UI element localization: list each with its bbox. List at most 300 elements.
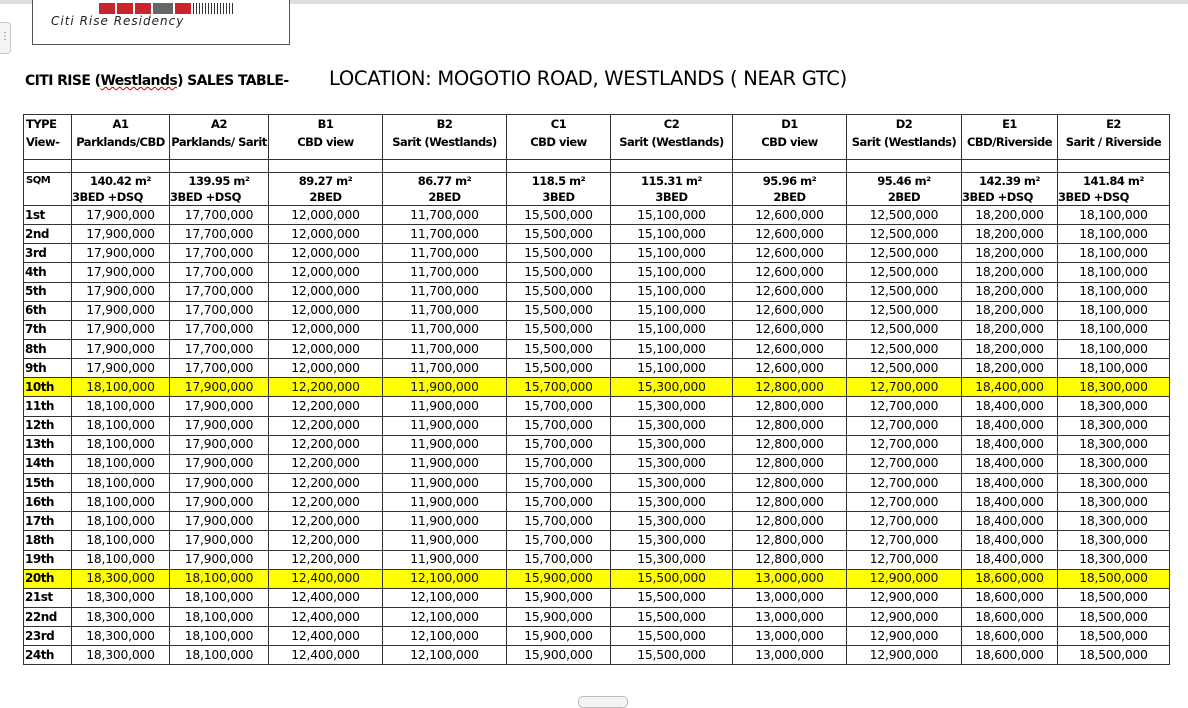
- price-cell: 11,700,000: [383, 301, 507, 320]
- price-cell: 15,900,000: [507, 588, 611, 607]
- unit-type: D1: [781, 117, 798, 131]
- price-cell: 11,700,000: [383, 263, 507, 282]
- unit-size-c1: [507, 173, 611, 206]
- price-cell: 12,700,000: [847, 454, 962, 473]
- price-cell: 15,100,000: [611, 359, 733, 378]
- price-cell: 12,800,000: [733, 397, 847, 416]
- price-cell: 12,100,000: [383, 627, 507, 646]
- price-cell: 12,200,000: [269, 416, 383, 435]
- unit-size-a2: [170, 173, 269, 206]
- price-cell: 18,100,000: [72, 531, 170, 550]
- floor-label: 18th: [24, 531, 72, 550]
- unit-type: C1: [550, 117, 567, 131]
- price-cell: 12,000,000: [269, 359, 383, 378]
- side-menu-handle[interactable]: ⋮: [0, 22, 11, 54]
- price-cell: 11,900,000: [383, 378, 507, 397]
- price-cell: 15,500,000: [611, 627, 733, 646]
- price-cell: 13,000,000: [733, 627, 847, 646]
- unit-type: D2: [895, 117, 913, 131]
- floor-label: 13th: [24, 435, 72, 454]
- price-cell: 18,400,000: [962, 512, 1058, 531]
- table-row: [24, 512, 1170, 531]
- price-cell: 11,700,000: [383, 359, 507, 378]
- unit-sqm: 89.27 m²: [298, 174, 353, 188]
- unit-sqm: 142.39 m²: [979, 174, 1040, 188]
- price-cell: 12,200,000: [269, 493, 383, 512]
- floor-label: 5th: [24, 282, 72, 301]
- price-cell: 18,100,000: [1058, 320, 1170, 339]
- unit-type: C2: [663, 117, 680, 131]
- price-cell: 12,000,000: [269, 320, 383, 339]
- price-cell: 18,300,000: [1058, 435, 1170, 454]
- price-cell: 12,600,000: [733, 320, 847, 339]
- price-cell: 15,500,000: [611, 569, 733, 588]
- price-cell: 12,200,000: [269, 454, 383, 473]
- price-cell: 12,500,000: [847, 301, 962, 320]
- price-cell: 12,400,000: [269, 646, 383, 665]
- unit-view: Parklands/ Sarit: [171, 135, 267, 149]
- price-cell: 15,700,000: [507, 550, 611, 569]
- price-cell: 12,800,000: [733, 454, 847, 473]
- price-cell: 15,900,000: [507, 607, 611, 626]
- floor-label: 1st: [24, 206, 72, 225]
- price-cell: 11,700,000: [383, 206, 507, 225]
- price-cell: 18,100,000: [72, 473, 170, 492]
- floor-label: 22nd: [24, 607, 72, 626]
- price-cell: 11,700,000: [383, 320, 507, 339]
- price-cell: 15,500,000: [507, 244, 611, 263]
- table-row: [24, 646, 1170, 665]
- unit-sqm: 141.84 m²: [1083, 174, 1144, 188]
- price-cell: 17,700,000: [170, 301, 269, 320]
- price-cell: 12,500,000: [847, 263, 962, 282]
- floor-label: 2nd: [24, 225, 72, 244]
- price-cell: 15,900,000: [507, 569, 611, 588]
- price-cell: 18,600,000: [962, 607, 1058, 626]
- floor-label: 14th: [24, 454, 72, 473]
- price-cell: 17,700,000: [170, 282, 269, 301]
- price-cell: 17,900,000: [170, 550, 269, 569]
- price-cell: 12,700,000: [847, 416, 962, 435]
- price-cell: 15,300,000: [611, 454, 733, 473]
- unit-view: CBD view: [530, 135, 587, 149]
- price-cell: 15,300,000: [611, 493, 733, 512]
- price-cell: 15,700,000: [507, 416, 611, 435]
- price-cell: 18,400,000: [962, 435, 1058, 454]
- price-cell: 12,500,000: [847, 359, 962, 378]
- unit-type: E2: [1106, 117, 1121, 131]
- price-cell: 17,900,000: [72, 320, 170, 339]
- price-cell: 15,100,000: [611, 301, 733, 320]
- floor-label: 21st: [24, 588, 72, 607]
- unit-bedrooms: 3BED +DSQ: [72, 190, 143, 204]
- price-cell: 18,300,000: [1058, 454, 1170, 473]
- price-cell: 15,500,000: [507, 282, 611, 301]
- price-cell: 12,600,000: [733, 359, 847, 378]
- unit-type: B2: [436, 117, 453, 131]
- floor-label: 7th: [24, 320, 72, 339]
- price-cell: 17,700,000: [170, 320, 269, 339]
- sqm-header-row: [24, 173, 1170, 206]
- price-cell: 15,300,000: [611, 416, 733, 435]
- floor-label: 9th: [24, 359, 72, 378]
- unit-sqm: 139.95 m²: [188, 174, 250, 188]
- price-cell: 18,100,000: [170, 588, 269, 607]
- table-row: [24, 550, 1170, 569]
- price-cell: 11,900,000: [383, 512, 507, 531]
- price-cell: 18,100,000: [1058, 339, 1170, 358]
- price-cell: 15,100,000: [611, 320, 733, 339]
- price-cell: 18,400,000: [962, 397, 1058, 416]
- column-header-d1: [733, 115, 847, 160]
- price-cell: 17,900,000: [72, 339, 170, 358]
- column-header-a1: [72, 115, 170, 160]
- column-header-a2: [170, 115, 269, 160]
- price-cell: 12,500,000: [847, 244, 962, 263]
- price-cell: 12,900,000: [847, 588, 962, 607]
- price-cell: 15,500,000: [611, 607, 733, 626]
- floor-label: 24th: [24, 646, 72, 665]
- price-cell: 12,100,000: [383, 588, 507, 607]
- unit-type: A1: [112, 117, 129, 131]
- price-cell: 18,100,000: [72, 435, 170, 454]
- price-cell: 12,800,000: [733, 435, 847, 454]
- price-cell: 15,300,000: [611, 531, 733, 550]
- price-cell: 17,700,000: [170, 263, 269, 282]
- price-cell: 18,200,000: [962, 282, 1058, 301]
- price-cell: 17,900,000: [170, 473, 269, 492]
- price-cell: 17,900,000: [72, 206, 170, 225]
- price-cell: 18,600,000: [962, 627, 1058, 646]
- price-cell: 18,500,000: [1058, 607, 1170, 626]
- price-cell: 17,900,000: [170, 397, 269, 416]
- price-cell: 12,700,000: [847, 378, 962, 397]
- sales-table-title: CITI RISE (Westlands) SALES TABLE-: [25, 73, 289, 89]
- floor-label: 11th: [24, 397, 72, 416]
- column-header-b2: [383, 115, 507, 160]
- sqm-label: SQM: [24, 173, 72, 206]
- price-cell: 17,700,000: [170, 244, 269, 263]
- table-row: [24, 301, 1170, 320]
- price-cell: 15,900,000: [507, 646, 611, 665]
- price-cell: 13,000,000: [733, 569, 847, 588]
- price-cell: 12,800,000: [733, 378, 847, 397]
- floor-label: 6th: [24, 301, 72, 320]
- table-row: [24, 397, 1170, 416]
- price-cell: 12,600,000: [733, 339, 847, 358]
- price-cell: 18,400,000: [962, 378, 1058, 397]
- price-cell: 18,100,000: [1058, 301, 1170, 320]
- unit-size-a1: [72, 173, 170, 206]
- logo-box: [32, 0, 290, 45]
- price-cell: 18,100,000: [72, 550, 170, 569]
- price-cell: 12,500,000: [847, 225, 962, 244]
- price-cell: 12,800,000: [733, 473, 847, 492]
- price-cell: 12,000,000: [269, 263, 383, 282]
- price-cell: 12,000,000: [269, 225, 383, 244]
- floor-label: 15th: [24, 473, 72, 492]
- price-cell: 12,400,000: [269, 588, 383, 607]
- price-cell: 15,700,000: [507, 531, 611, 550]
- price-cell: 12,700,000: [847, 493, 962, 512]
- unit-type: B1: [317, 117, 334, 131]
- table-row: [24, 263, 1170, 282]
- price-cell: 15,700,000: [507, 454, 611, 473]
- price-cell: 15,700,000: [507, 473, 611, 492]
- price-cell: 15,500,000: [507, 359, 611, 378]
- unit-type: E1: [1002, 117, 1017, 131]
- price-cell: 18,100,000: [1058, 263, 1170, 282]
- price-cell: 12,100,000: [383, 646, 507, 665]
- unit-size-b1: [269, 173, 383, 206]
- price-cell: 18,100,000: [170, 646, 269, 665]
- price-cell: 18,300,000: [1058, 473, 1170, 492]
- price-cell: 18,300,000: [1058, 493, 1170, 512]
- unit-view: Sarit (Westlands): [392, 135, 497, 149]
- price-cell: 17,900,000: [72, 359, 170, 378]
- price-cell: 12,700,000: [847, 512, 962, 531]
- price-cell: 12,000,000: [269, 282, 383, 301]
- unit-size-d2: [847, 173, 962, 206]
- floor-label: 20th: [24, 569, 72, 588]
- unit-size-c2: [611, 173, 733, 206]
- price-cell: 15,500,000: [507, 263, 611, 282]
- price-cell: 18,100,000: [1058, 244, 1170, 263]
- price-cell: 18,200,000: [962, 263, 1058, 282]
- price-cell: 18,300,000: [72, 646, 170, 665]
- price-cell: 12,500,000: [847, 320, 962, 339]
- price-cell: 18,300,000: [1058, 378, 1170, 397]
- table-row: [24, 435, 1170, 454]
- sales-table: [23, 114, 1170, 665]
- unit-view: Sarit (Westlands): [619, 135, 724, 149]
- price-cell: 11,700,000: [383, 339, 507, 358]
- price-cell: 12,400,000: [269, 627, 383, 646]
- price-cell: 12,100,000: [383, 607, 507, 626]
- unit-bedrooms: 3BED +DSQ: [1058, 190, 1129, 204]
- floor-label: 17th: [24, 512, 72, 531]
- price-cell: 18,400,000: [962, 473, 1058, 492]
- price-cell: 12,600,000: [733, 244, 847, 263]
- table-row: [24, 607, 1170, 626]
- price-cell: 13,000,000: [733, 646, 847, 665]
- table-row: [24, 569, 1170, 588]
- table-row: [24, 225, 1170, 244]
- price-cell: 18,200,000: [962, 244, 1058, 263]
- price-cell: 18,100,000: [72, 493, 170, 512]
- table-row: [24, 378, 1170, 397]
- unit-bedrooms: 3BED: [542, 190, 575, 204]
- price-cell: 18,200,000: [962, 301, 1058, 320]
- price-cell: 12,600,000: [733, 225, 847, 244]
- price-cell: 15,300,000: [611, 397, 733, 416]
- price-cell: 18,300,000: [1058, 550, 1170, 569]
- price-cell: 12,900,000: [847, 607, 962, 626]
- price-cell: 12,100,000: [383, 569, 507, 588]
- price-cell: 12,500,000: [847, 339, 962, 358]
- price-cell: 12,700,000: [847, 473, 962, 492]
- unit-view: Sarit (Westlands): [851, 135, 957, 149]
- price-cell: 17,700,000: [170, 206, 269, 225]
- price-cell: 11,700,000: [383, 225, 507, 244]
- price-cell: 12,400,000: [269, 607, 383, 626]
- column-header-b1: [269, 115, 383, 160]
- price-cell: 17,900,000: [170, 454, 269, 473]
- price-cell: 12,800,000: [733, 512, 847, 531]
- page-scroll-tab[interactable]: [578, 696, 628, 708]
- price-cell: 18,300,000: [72, 588, 170, 607]
- unit-view: Sarit / Riverside: [1065, 135, 1162, 149]
- price-cell: 18,100,000: [1058, 282, 1170, 301]
- table-row: [24, 473, 1170, 492]
- price-cell: 17,900,000: [170, 493, 269, 512]
- price-cell: 18,600,000: [962, 646, 1058, 665]
- price-cell: 12,200,000: [269, 512, 383, 531]
- price-cell: 12,200,000: [269, 531, 383, 550]
- price-cell: 12,600,000: [733, 282, 847, 301]
- price-cell: 12,000,000: [269, 301, 383, 320]
- price-cell: 18,500,000: [1058, 646, 1170, 665]
- price-cell: 18,600,000: [962, 588, 1058, 607]
- price-cell: 12,200,000: [269, 378, 383, 397]
- price-cell: 18,400,000: [962, 454, 1058, 473]
- price-cell: 11,700,000: [383, 244, 507, 263]
- price-cell: 15,700,000: [507, 493, 611, 512]
- price-cell: 11,900,000: [383, 493, 507, 512]
- price-cell: 15,100,000: [611, 244, 733, 263]
- unit-sqm: 95.96 m²: [762, 174, 817, 188]
- price-cell: 18,500,000: [1058, 627, 1170, 646]
- price-cell: 17,900,000: [72, 263, 170, 282]
- price-cell: 18,300,000: [1058, 397, 1170, 416]
- price-cell: 17,900,000: [170, 531, 269, 550]
- price-cell: 12,400,000: [269, 569, 383, 588]
- price-cell: 15,100,000: [611, 206, 733, 225]
- price-cell: 18,400,000: [962, 416, 1058, 435]
- price-cell: 18,200,000: [962, 359, 1058, 378]
- price-cell: 18,400,000: [962, 531, 1058, 550]
- logo-text: Citi Rise Residency: [51, 14, 185, 28]
- price-cell: 17,900,000: [170, 435, 269, 454]
- price-cell: 15,500,000: [507, 339, 611, 358]
- price-cell: 15,500,000: [507, 206, 611, 225]
- price-cell: 15,900,000: [507, 627, 611, 646]
- price-cell: 17,700,000: [170, 225, 269, 244]
- unit-view: Parklands/CBD: [76, 135, 165, 149]
- price-cell: 17,700,000: [170, 339, 269, 358]
- table-row: [24, 320, 1170, 339]
- price-cell: 18,100,000: [170, 607, 269, 626]
- price-cell: 18,100,000: [1058, 359, 1170, 378]
- price-cell: 13,000,000: [733, 607, 847, 626]
- unit-bedrooms: 2BED: [428, 190, 461, 204]
- floor-label: 19th: [24, 550, 72, 569]
- price-cell: 15,500,000: [611, 646, 733, 665]
- price-cell: 15,100,000: [611, 263, 733, 282]
- price-cell: 15,100,000: [611, 225, 733, 244]
- unit-bedrooms: 3BED +DSQ: [170, 190, 241, 204]
- price-cell: 17,700,000: [170, 359, 269, 378]
- unit-sqm: 95.46 m²: [877, 174, 931, 188]
- floor-label: 8th: [24, 339, 72, 358]
- price-cell: 12,900,000: [847, 627, 962, 646]
- price-cell: 18,400,000: [962, 550, 1058, 569]
- unit-size-e2: [1058, 173, 1170, 206]
- table-row: [24, 627, 1170, 646]
- price-cell: 12,800,000: [733, 493, 847, 512]
- price-cell: 12,600,000: [733, 206, 847, 225]
- price-cell: 18,500,000: [1058, 588, 1170, 607]
- price-cell: 15,100,000: [611, 282, 733, 301]
- price-cell: 12,700,000: [847, 550, 962, 569]
- unit-bedrooms: 3BED: [655, 190, 688, 204]
- table-row: [24, 493, 1170, 512]
- price-cell: 18,200,000: [962, 320, 1058, 339]
- table-row: [24, 206, 1170, 225]
- price-cell: 18,200,000: [962, 206, 1058, 225]
- price-cell: 12,700,000: [847, 397, 962, 416]
- column-header-e1: [962, 115, 1058, 160]
- floor-label: 10th: [24, 378, 72, 397]
- price-cell: 11,900,000: [383, 416, 507, 435]
- price-cell: 18,100,000: [72, 378, 170, 397]
- floor-label: 3rd: [24, 244, 72, 263]
- unit-view: CBD view: [761, 135, 818, 149]
- floor-label: 23rd: [24, 627, 72, 646]
- column-header-c1: [507, 115, 611, 160]
- table-row: [24, 416, 1170, 435]
- table-row: [24, 531, 1170, 550]
- price-cell: 17,900,000: [170, 416, 269, 435]
- type-view-header-row: [24, 115, 1170, 160]
- price-cell: 12,200,000: [269, 397, 383, 416]
- price-cell: 18,300,000: [72, 569, 170, 588]
- price-cell: 12,200,000: [269, 550, 383, 569]
- unit-bedrooms: 2BED: [309, 190, 342, 204]
- price-cell: 15,700,000: [507, 512, 611, 531]
- column-header-e2: [1058, 115, 1170, 160]
- price-cell: 11,900,000: [383, 473, 507, 492]
- price-cell: 17,900,000: [170, 512, 269, 531]
- floor-label: 4th: [24, 263, 72, 282]
- price-cell: 18,100,000: [72, 454, 170, 473]
- price-cell: 15,500,000: [611, 588, 733, 607]
- price-cell: 18,200,000: [962, 339, 1058, 358]
- price-cell: 12,000,000: [269, 206, 383, 225]
- price-cell: 12,000,000: [269, 244, 383, 263]
- price-cell: 15,700,000: [507, 435, 611, 454]
- unit-bedrooms: 2BED: [887, 190, 921, 204]
- table-row: [24, 454, 1170, 473]
- price-cell: 11,900,000: [383, 454, 507, 473]
- sheet-title: [23, 67, 1169, 107]
- price-cell: 18,500,000: [1058, 569, 1170, 588]
- price-cell: 18,100,000: [170, 569, 269, 588]
- price-cell: 12,900,000: [847, 569, 962, 588]
- price-cell: 12,500,000: [847, 282, 962, 301]
- unit-view: CBD view: [297, 135, 354, 149]
- price-cell: 12,000,000: [269, 339, 383, 358]
- price-cell: 18,300,000: [72, 607, 170, 626]
- price-cell: 17,900,000: [72, 244, 170, 263]
- unit-bedrooms: 2BED: [773, 190, 806, 204]
- unit-sqm: 86.77 m²: [417, 174, 472, 188]
- price-cell: 12,800,000: [733, 531, 847, 550]
- table-row: [24, 244, 1170, 263]
- column-header-d2: [847, 115, 962, 160]
- unit-sqm: 140.42 m²: [90, 174, 151, 188]
- unit-size-e1: [962, 173, 1058, 206]
